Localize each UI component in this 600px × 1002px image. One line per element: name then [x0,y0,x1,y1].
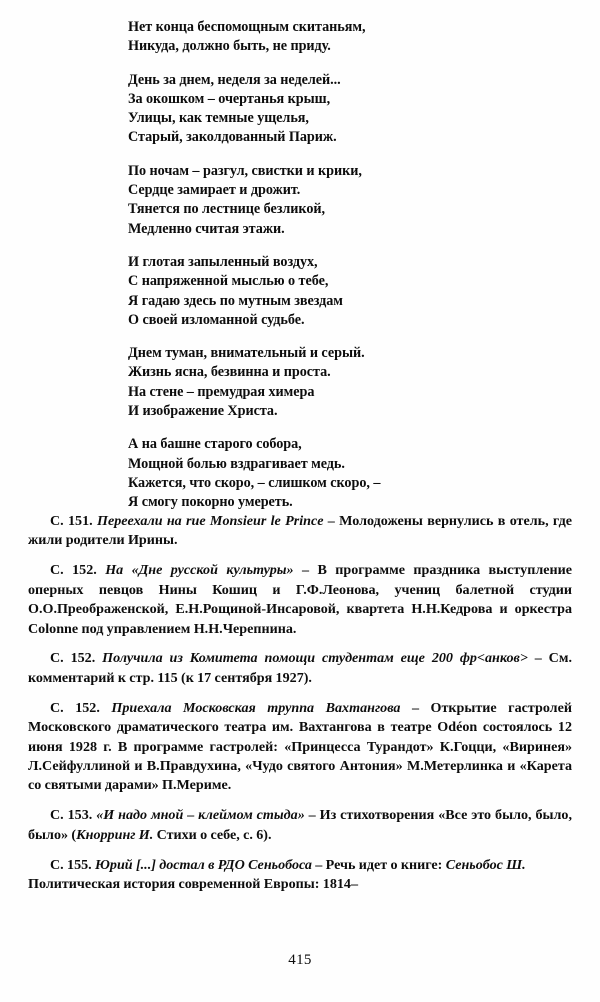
poem-stanza [128,18,498,57]
note-lemma: Получила из Комитета помощи студентам еще 200 фр<анков> [102,650,528,667]
note-space [100,700,112,716]
poem-line: По ночам – разгул, свистки и крики, [128,162,362,179]
poem-line: День за днем, неделя за неделей... [128,71,341,88]
poem-line: О своей изломанной судьбе. [128,311,305,328]
note-lemma: Приехала Московская труппа Вахтангова [111,699,401,716]
note-text: См. комментарий к стр. 115 (к 17 сентября 1927). [28,650,572,686]
poem-stanza [128,162,498,239]
poem-line: Медленно считая этажи. [128,220,285,237]
note-text-tail: Политическая история современной Европы: 1814– [28,876,359,892]
poem-line: Мощной болью вздрагивает медь. [128,455,345,472]
note-page-ref: С. 153. [50,807,93,824]
poem-stanza [128,71,498,148]
poem-stanza [128,344,498,421]
note-entry [28,856,572,895]
poem-line: Улицы, как темные ущелья, [128,110,309,127]
poem-stanza [128,253,498,330]
note-page-ref: С. 152. [50,650,96,667]
note-text: Молодожены вернулись в отель, где жили родители Ирины. [28,513,572,549]
note-lemma: На «Дне русской культуры» [105,562,294,579]
poem-line: С напряженной мыслью о тебе, [128,273,329,290]
note-text-tail: Стихи о себе, с. 6). [153,826,272,843]
note-page-ref: С. 155. [50,856,92,873]
poem-line: Кажется, что скоро, – слишком скоро, – [128,474,381,491]
poem [128,18,498,513]
poem-line: Сердце замирает и дрожит. [128,182,301,199]
poem-line: Тянется по лестнице безликой, [128,201,326,218]
note-entry [28,512,572,551]
poem-line: Нет конца беспомощным скитаньям, [128,19,366,35]
note-text: В программе праздника выступление оперных певцов Нины Кошиц и Г.Ф.Леонова, учениц балетной студии О.О.Преображенской, Е.Н.Рощиной-Инсаровой, квартета Н.Н.Кедрова и оркестра Colonne под управлением Н.Н.Черепнина. [28,562,572,637]
note-source: Сеньобос Ш. [445,856,526,873]
poem-line: И глотая запыленный воздух, [128,253,318,270]
note-dash: – [304,807,320,824]
poem-line: За окошком – очертанья крыш, [128,90,331,107]
poem-line: Жизнь ясна, безвинна и проста. [128,364,331,381]
note-text: Открытие гастролей Московского драматического театра им. Вахтангова в театре Odéon состоялось 12 июня 1928 г. В программе гастролей: «Принцесса Турандот» К.Гоцци, «Виринея» Л.Сейфуллиной и В.Правдухина, «Чудо святого Антония» М.Метерлинка и «Карета со святыми дарами» П.Мериме. [28,699,572,794]
poem-line: Я гадаю здесь по мутным звездам [128,292,343,309]
note-space [97,562,105,578]
note-page-ref: С. 152. [50,562,97,579]
note-entry [28,649,572,688]
poem-line: И изображение Христа. [128,403,278,420]
poem-line: Я смогу покорно умереть. [128,494,293,511]
page-number: 415 [288,952,312,968]
note-entry [28,699,572,796]
note-entry [28,806,572,845]
commentary-notes [28,512,572,894]
note-dash: – [293,562,318,579]
note-dash: – [311,856,326,873]
note-source: Кнорринг И. [76,826,154,843]
note-page-ref: С. 152. [50,699,100,716]
poem-line: Старый, заколдованный Париж. [128,129,337,146]
note-page-ref: С. 151. [50,513,93,529]
note-dash: – [400,699,431,716]
note-dash: – [323,513,340,529]
note-text: Из стихотворения «Все это было, было, было» ( [28,807,572,843]
note-lemma: Юрий [...] достал в РДО Сеньобоса [95,856,312,873]
note-lemma: Переехали на rue Monsieur le Prince [96,513,324,529]
note-entry [28,561,572,639]
note-text: Речь идет о книге: [325,856,446,873]
poem-line: Днем туман, внимательный и серый. [128,345,365,362]
poem-line: Никуда, должно быть, не приду. [128,38,331,55]
poem-line: А на башне старого собора, [128,436,302,453]
poem-line: На стене – премудрая химера [128,383,315,400]
poem-stanza [128,435,498,512]
note-lemma: «И надо мной – клеймом стыда» [96,807,305,824]
note-dash: – [527,650,549,667]
